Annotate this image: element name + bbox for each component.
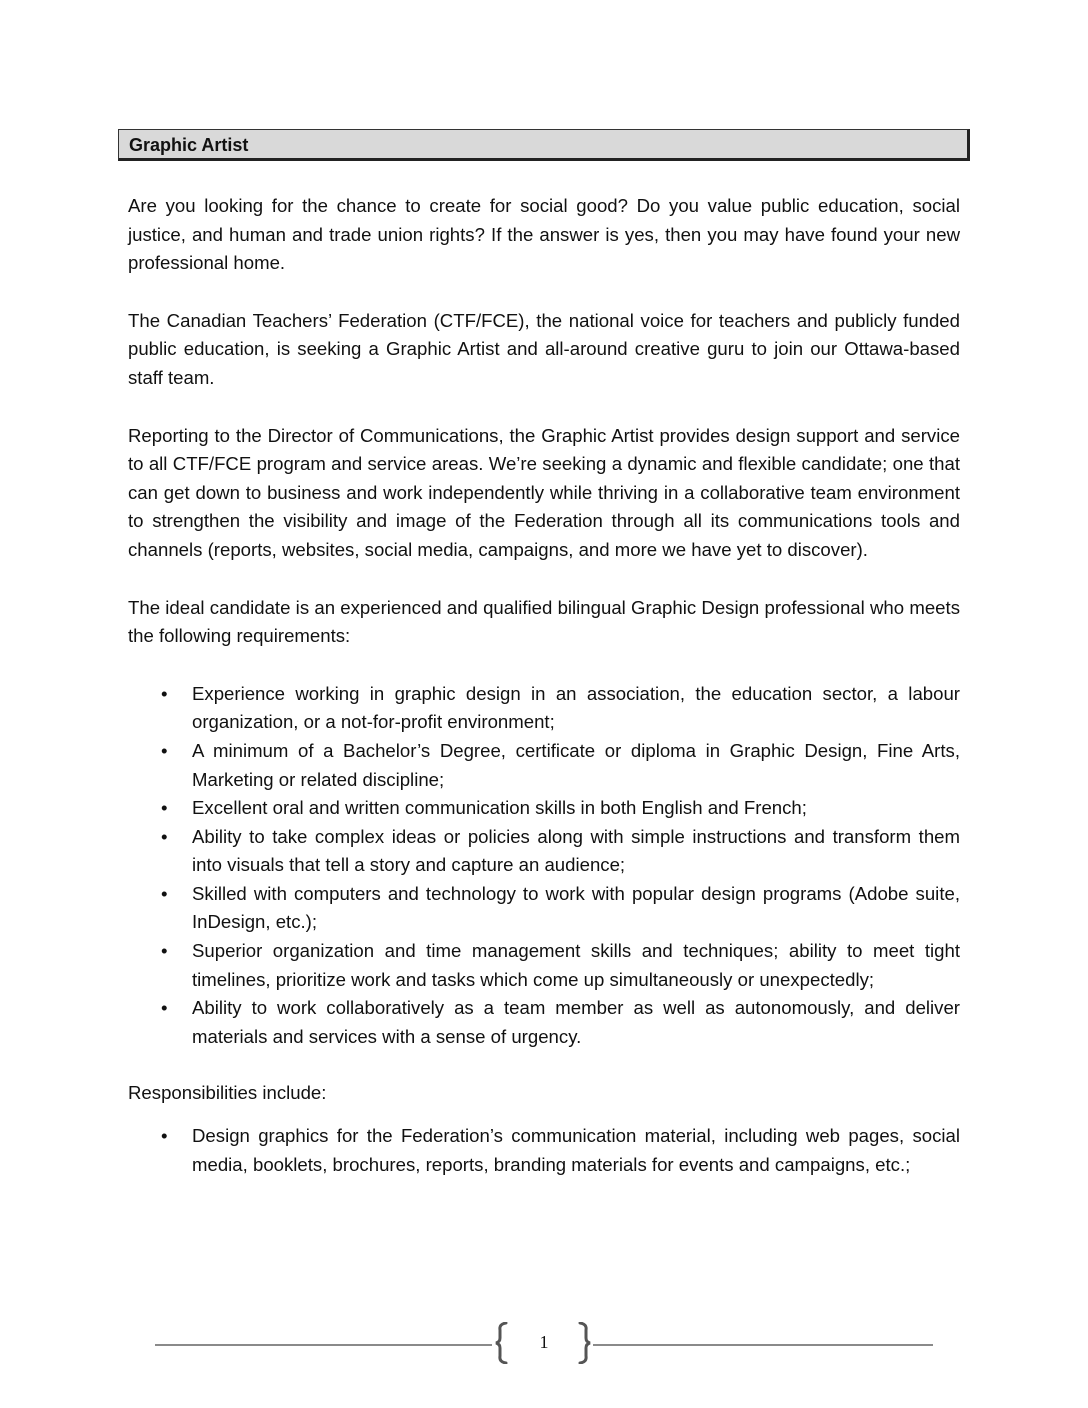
bullet-icon: • [161, 739, 168, 761]
list-item [128, 737, 960, 794]
about-paragraph: The Canadian Teachers’ Federation (CTF/FCE), the national voice for teachers and publicly funded public education, is seeking a Graphic Artist and all-around creative guru to join our Ottawa-based staff team. [128, 309, 960, 388]
responsibilities-heading: Responsibilities include: [128, 1082, 327, 1104]
responsibility-text: Design graphics for the Federation’s communication material, including web pages, social media, booklets, brochures, reports, branding materials for events and campaigns, etc.; [192, 1125, 960, 1175]
bullet-icon: • [161, 882, 168, 904]
requirement-text: Ability to take complex ideas or policies along with simple instructions and transform them into visuals that tell a story and capture an audience; [192, 825, 960, 876]
list-item [128, 994, 960, 1051]
footer-rule-right [593, 1344, 933, 1346]
role-paragraph: Reporting to the Director of Communications, the Graphic Artist provides design support and service to all CTF/FCE program and service areas. We’re seeking a dynamic and flexible candidate; one that can get down to business and work independently while thriving in a collaborative team environment to strengthen the visibility and image of the Federation through all its communications tools and channels (reports, websites, social media, campaigns, and more we have yet to discover). [128, 424, 960, 560]
bullet-icon: • [161, 997, 168, 1019]
bullet-icon: • [161, 797, 168, 819]
list-item [128, 937, 960, 994]
requirement-text: A minimum of a Bachelor’s Degree, certificate or diploma in Graphic Design, Fine Arts, Marketing or related discipline; [192, 739, 960, 790]
requirement-text: Experience working in graphic design in an association, the education sector, a labour organization, or a not-for-profit environment; [192, 682, 960, 733]
requirement-text: Superior organization and time management skills and techniques; ability to meet tight timelines, prioritize work and tasks which come up simultaneously or unexpectedly; [192, 940, 960, 990]
requirement-text: Excellent oral and written communication skills in both English and French; [192, 797, 807, 819]
bullet-icon: • [161, 825, 168, 847]
page-footer [155, 1322, 933, 1370]
intro-paragraph: Are you looking for the chance to create for social good? Do you value public education, social justice, and human and trade union rights? If the answer is yes, then you may have found your new professional home. [128, 195, 960, 274]
body-content [128, 192, 960, 1207]
list-item [128, 680, 960, 737]
right-brace-icon [577, 1322, 591, 1364]
requirements-list [128, 680, 960, 1052]
requirement-text: Skilled with computers and technology to work with popular design programs (Adobe suite, InDesign, etc.); [192, 882, 960, 933]
list-item [128, 823, 960, 880]
left-brace-icon [495, 1322, 509, 1364]
bullet-icon: • [161, 682, 168, 704]
ideal-candidate-paragraph: The ideal candidate is an experienced and qualified bilingual Graphic Design professional who meets the following requirements: [128, 596, 960, 647]
section-heading: Graphic Artist [118, 129, 970, 161]
bullet-icon: • [161, 940, 168, 962]
list-item [128, 794, 960, 823]
list-item [128, 880, 960, 937]
responsibilities-list [128, 1122, 960, 1179]
list-item [128, 1122, 960, 1179]
bullet-icon: • [161, 1125, 168, 1147]
page-number: 1 [539, 1332, 549, 1352]
footer-rule-left [155, 1344, 492, 1346]
requirement-text: Ability to work collaboratively as a team member as well as autonomously, and deliver materials and services with a sense of urgency. [192, 997, 960, 1047]
